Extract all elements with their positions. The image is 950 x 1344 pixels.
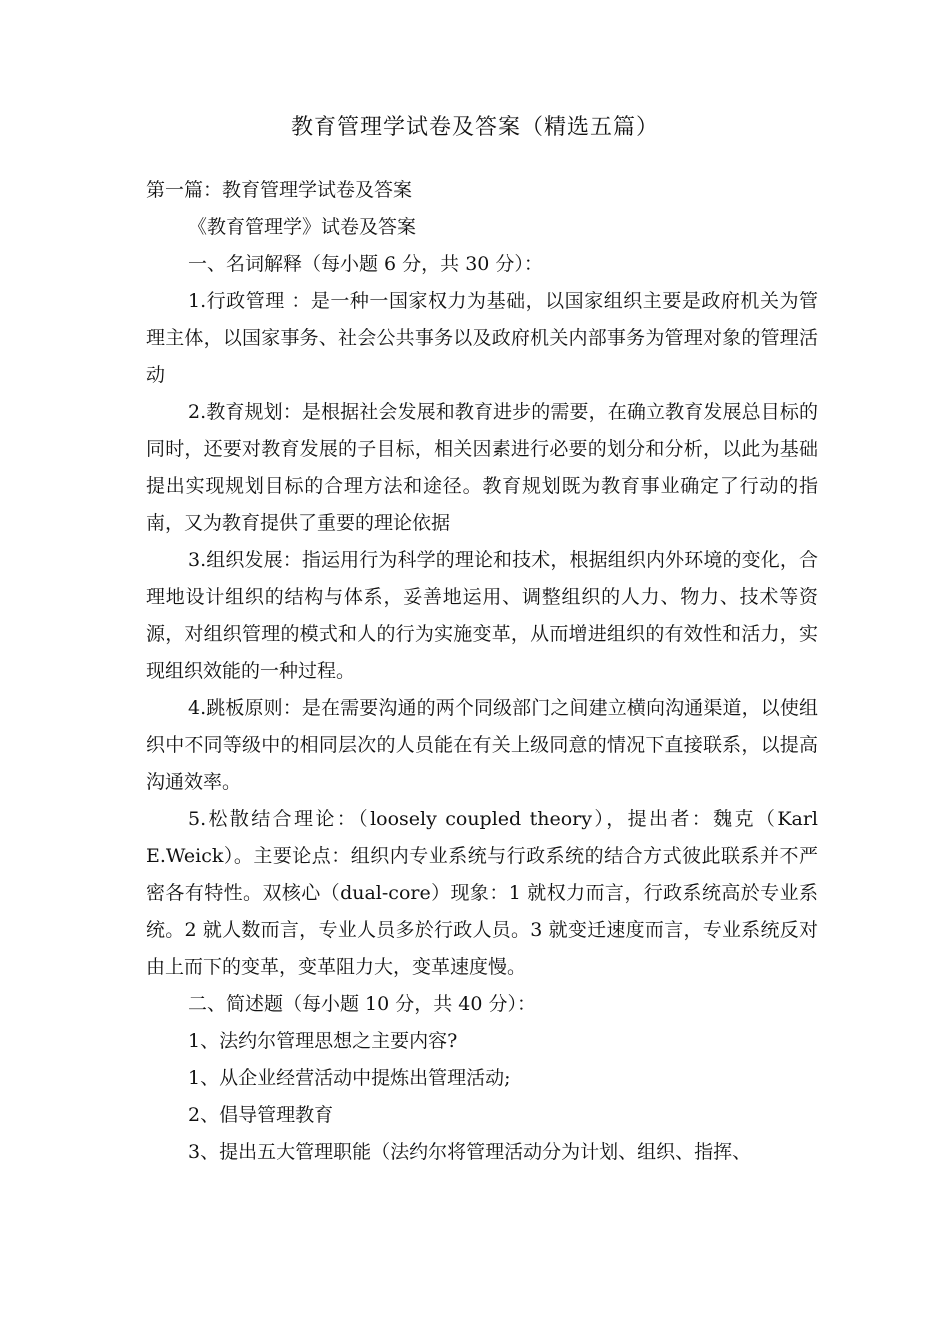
section-heading: 第一篇：教育管理学试卷及答案	[146, 179, 413, 201]
answer-point-1: 1、从企业经营活动中提炼出管理活动;	[188, 1067, 511, 1089]
answer-point-3: 3、提出五大管理职能（法约尔将管理活动分为计划、组织、指挥、	[188, 1141, 752, 1163]
paragraph-term-3: 3.组织发展：指运用行为科学的理论和技术，根据组织内外环境的变化，合理地设计组织的结构与体系，妥善地运用、调整组织的人力、物力、技术等资源，对组织管理的模式和人的行为实施变革，从而增进组织的有效性和活力，实现组织效能的一种过程。	[146, 549, 818, 682]
part-heading-short-answer: 二、简述题（每小题 10 分，共 40 分）：	[188, 993, 537, 1015]
document-body	[146, 172, 818, 1171]
answer-point-2: 2、倡导管理教育	[188, 1104, 334, 1126]
paragraph-term-1: 1.行政管理 ：是一种一国家权力为基础，以国家组织主要是政府机关为管理主体，以国家事务、社会公共事务以及政府机关内部事务为管理对象的管理活动	[146, 290, 818, 386]
part-heading-terms: 一、名词解释（每小题 6 分，共 30 分）：	[188, 253, 543, 275]
exam-title: 《教育管理学》试卷及答案	[188, 216, 417, 238]
question-1: 1、法约尔管理思想之主要内容?	[188, 1030, 458, 1052]
paragraph-term-5: 5.松散结合理论：（loosely coupled theory），提出者：魏克（Karl E.Weick）。主要论点：组织内专业系统与行政系统的结合方式彼此联系并不严密各有特性。双核心（dual-core）现象：1 就权力而言，行政系统高於专业系统。2 就人数而言，专业人员多於行政人员。3 就变迁速度而言，专业系统反对由上而下的变革，变革阻力大，变革速度慢。	[146, 808, 818, 978]
paragraph-term-2: 2.教育规划：是根据社会发展和教育进步的需要，在确立教育发展总目标的同时，还要对教育发展的子目标，相关因素进行必要的划分和分析，以此为基础提出实现规划目标的合理方法和途径。教育规划既为教育事业确定了行动的指南，又为教育提供了重要的理论依据	[146, 401, 818, 534]
document-title: 教育管理学试卷及答案（精选五篇）	[290, 115, 659, 140]
paragraph-term-4: 4.跳板原则：是在需要沟通的两个同级部门之间建立横向沟通渠道，以使组织中不同等级中的相同层次的人员能在有关上级同意的情况下直接联系，以提高沟通效率。	[146, 697, 818, 793]
